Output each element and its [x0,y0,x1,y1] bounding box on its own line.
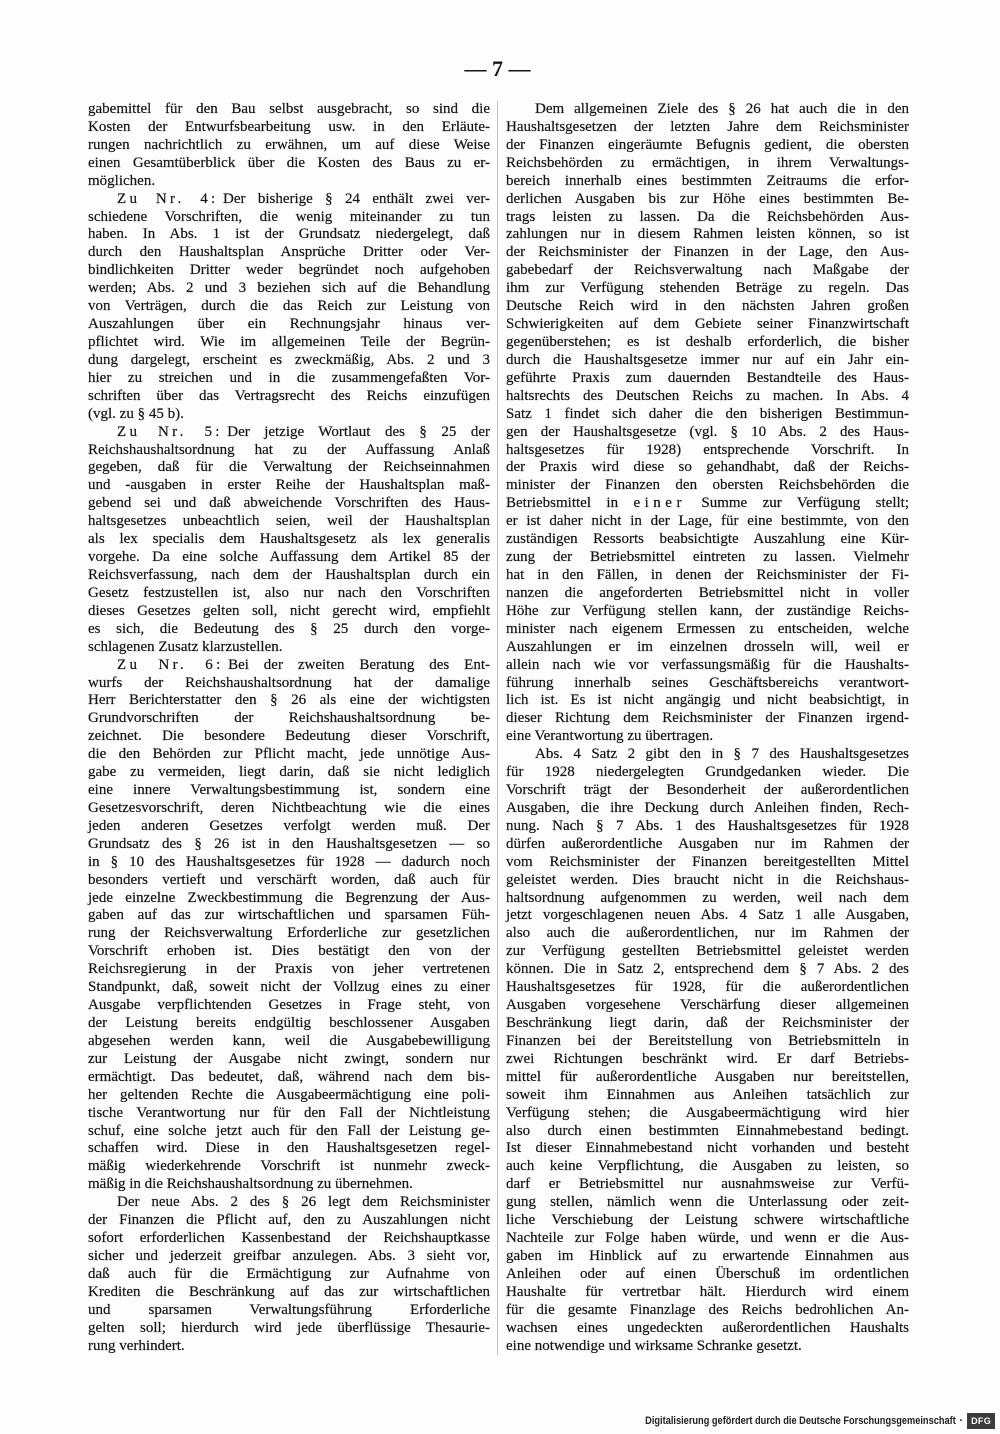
text-line: nung. Nach § 7 Abs. 1 des Haushaltsgesetzes für 1928 [506,817,909,834]
text-line: lich ist. Es ist nicht angängig und nicht beabsichtigt, in [506,692,909,709]
text-line: durch die Haushaltsgesetze immer nur auf ein Jahr ein- [506,351,909,368]
paragraph [506,101,909,746]
text-line: für 1928 niedergelegten Grundgedanken wieder. Die [506,764,909,781]
text-line: Kosten der Entwurfsbearbeitung usw. in den Erläute- [88,118,490,135]
text-line: zur Verfügung gestellten Betriebsmittel geleistet werden [506,943,909,960]
text-line: der Finanzen eingeräumte Befugnis gedient, die obersten [506,136,909,153]
text-line: liche Verschiebung der Leistung schwere wirtschaftliche [506,1212,909,1229]
paragraph-lead: Zu Nr. 4: [117,190,219,207]
text-line: her geltenden Rechte die Ausgabeermächtigung eine poli- [88,1086,490,1103]
text-line [88,191,490,209]
text-line: (vgl. zu § 45 b). [88,405,184,422]
text-line: Krediten die Beschränkung auf das zur wirtschaftlichen [88,1283,490,1300]
text-line: es sich, die Bedeutung des § 25 durch den vorge- [88,620,490,637]
text-line: in § 10 des Haushaltsgesetzes für 1928 — dadurch noch [88,853,490,870]
text-line: vorgehe. Da eine solche Auffassung dem Artikel 85 der [88,549,490,566]
text-line: Reichsbehörden zu ermächtigen, in ihrem Verwaltungs- [506,154,909,171]
text-line: der Reichsminister der Finanzen in der Lage, den Aus- [506,244,909,261]
text-line: schaffen wird. Diese in den Haushaltsgesetzen regel- [88,1140,490,1157]
text-line [506,495,909,513]
text-line: gelten soll; hierdurch wird jede überflüssige Thesaurie- [88,1319,490,1336]
text-line: wurfs der Reichshaushaltsordnung hat der damalige [88,674,490,691]
text-line: tische Verantwortung nur für den Fall der Nichtleistung [88,1104,490,1121]
text-line: Ausgaben, die ihre Deckung durch Anleihen finden, Rech- [506,799,909,816]
text-line: jeden anderen Gesetzes verfolgt werden muß. Der [88,817,490,834]
paragraph [88,191,490,424]
text-line: dieser Richtung dem Reichsminister der Finanzen irgend- [506,710,909,727]
text-line: gabemittel für den Bau selbst ausgebracht, so sind die [88,101,490,117]
text-line: werden; Abs. 2 und 3 beziehen sich auf die Behandlung [88,280,490,297]
text-line: trags leisten zu lassen. Da die Reichsbehörden Aus- [506,208,909,225]
text-line: geführte Praxis zum dauernden Bestandteile des Haus- [506,369,909,386]
text-line: eine Verantwortung zu übertragen. [506,728,714,745]
text-line: schiedene Vorschriften, die wenig miteinander zu tun [88,208,490,225]
emphasized-word: einer [633,495,686,512]
text-line-content: Der jetzige Wortlaut des § 25 der [227,423,491,440]
paragraph-lead: Zu Nr. 5: [117,423,223,440]
paragraph [88,657,490,1195]
text-line: ihm zur Verfügung stehenden Beträge zu regeln. Das [506,280,909,297]
text-line: hat in den Fällen, in denen der Reichsminister der Fi- [506,566,909,583]
text-line: können. Die in Satz 2, entsprechend dem § 7 Abs. 2 des [506,961,909,978]
digitization-footer [586,1413,995,1429]
text-line: abgesehen werden kann, weil die Ausgabebewilligung [88,1032,490,1049]
text-line: haben. In Abs. 1 ist der Grundsatz niedergelegt, daß [88,226,490,243]
paragraph-lead: Zu Nr. 6: [117,656,224,673]
text-line: gabe zu vermeiden, liegt darin, daß sie nicht lediglich [88,764,490,781]
text-line: dung dargelegt, erscheint es zweckmäßig, Abs. 2 und 3 [88,351,490,368]
text-segment: Betriebsmittel in [506,495,634,512]
text-line: Auszahlungen er im einzelnen drosseln will, weil er [506,638,909,655]
text-line: rung verhindert. [88,1337,185,1354]
text-line: Reichsregierung in der Praxis von jeher vertretenen [88,961,490,978]
paragraph [88,1194,490,1355]
text-line: eine innere Verwaltungsbestimmung ist, sondern eine [88,782,490,799]
text-line: als lex specialis dem Haushaltsgesetz als lex generalis [88,531,490,548]
text-line: Anleihen oder auf einen Überschuß im ordentlichen [506,1265,909,1282]
text-line: gebend sei und daß abweichende Vorschriften des Haus- [88,495,490,512]
text-line: jede einzelne Zweckbestimmung die Begrenzung der Aus- [88,889,490,906]
left-column [88,101,490,1356]
text-line: Vorschrift erhoben ist. Dies bestätigt den von der [88,943,490,960]
text-line: Schwierigkeiten auf dem Gebiete seiner Finanzwirtschaft [506,316,909,333]
text-line: Grundvorschriften der Reichshaushaltsordnung be- [88,710,490,727]
text-line: Haushaltsgesetzen der letzten Jahre dem Reichsminister [506,118,909,135]
text-line: Beschränkung liegt darin, daß der Reichsminister der [506,1015,909,1032]
text-line: dürfen außerordentliche Ausgaben nur im Rahmen der [506,835,909,852]
text-line: Grundsatz des § 26 ist in den Haushaltsgesetzen — so [88,835,490,852]
text-line: vom Reichsminister der Finanzen bereitgestellten Mittel [506,853,909,870]
text-line: hier zu streichen und in die zusammengefaßten Vor- [88,369,490,386]
text-line: Nachteile zur Folge haben würde, und wenn er die Aus- [506,1230,909,1247]
paragraph [88,424,490,657]
column-divider [497,101,498,1355]
text-line: Der neue Abs. 2 des § 26 legt dem Reichsminister [117,1194,490,1211]
text-line: Haushaltsgesetzes für 1928, für die außerordentlichen [506,979,909,996]
text-line: rungen nachrichtlich zu erwähnen, um auf diese Weise [88,136,490,153]
text-line: haltsrechts des Deutschen Reichs zu machen. In Abs. 4 [506,387,909,404]
text-line: der Praxis wird diese so gehandhabt, daß der Reichs- [506,459,909,476]
text-line: haltsgesetzes unbeachtlich seien, weil der Haushaltsplan [88,513,490,530]
text-line: daß auch für die Ermächtigung zur Aufnahme von [88,1265,490,1282]
text-line: schuf, eine solche jetzt auch für den Fall der Leistung ge- [88,1122,490,1139]
text-line: dieses Gesetzes gelten soll, nicht gerecht wird, empfiehlt [88,602,490,619]
text-line: also auch die außerordentlichen, nur im Rahmen der [506,925,909,942]
text-line: jetzt vorgeschlagenen neuen Abs. 4 Satz 1 alle Ausgaben, [506,907,909,924]
text-line: Verfügung stehen; die Ausgabeermächtigung wird hier [506,1104,909,1121]
text-line: Satz 1 findet sich daher die den bisherigen Bestimmun- [506,405,909,422]
text-line: Gesetzesvorschrift, deren Nichtbeachtung wie die eines [88,799,490,816]
text-line: Reichshaushaltsordnung hat zu der Auffassung Anlaß [88,441,490,458]
text-line: gabebedarf der Reichsverwaltung nach Maßgabe der [506,262,909,279]
paragraph [506,746,909,1355]
text-line: schlagenen Zusatz klarzustellen. [88,638,283,655]
text-line [88,424,490,442]
text-line: mittel für außerordentliche Ausgaben nur bereitstellen, [506,1068,909,1085]
text-line: einen Gesamtüberblick über die Kosten des Baus zu er- [88,154,490,171]
text-line: der Leistung bereits endgültig beschlossener Ausgaben [88,1015,490,1032]
right-column [506,101,909,1356]
text-line: zeichnet. Die besondere Bedeutung dieser Vorschrift, [88,728,490,745]
text-line: Ausgabe verpflichtenden Gesetzes in Frage steht, von [88,997,490,1014]
text-line: Finanzen bei der Bereitstellung von Betriebsmitteln in [506,1032,909,1049]
text-line: durch den Haushaltsplan Ansprüche Dritter oder Ver- [88,244,490,261]
text-line: Deutsche Reich wird in den nächsten Jahren großen [506,298,909,315]
text-line: er ist daher nicht in der Lage, für eine bestimmte, von den [506,513,909,530]
text-line: eine notwendige und wirksame Schranke gesetzt. [506,1337,802,1354]
text-line: Dem allgemeinen Ziele des § 26 hat auch die in den [535,101,909,117]
text-line: minister der Finanzen den obersten Reichsbehörden die [506,477,909,494]
text-line: sofort erforderlichen Kassenbestand der Reichshauptkasse [88,1230,490,1247]
text-line: Herr Berichterstatter den § 26 als eine der wichtigsten [88,692,490,709]
text-line: mäßig in die Reichshaushaltsordnung zu übernehmen. [88,1176,413,1193]
text-line: bindlichkeiten Dritter weder begründet noch aufgehoben [88,262,490,279]
text-line: zahlungen nur in diesem Rahmen leisten können, so ist [506,226,909,243]
text-line: zung der Betriebsmittel eintreten zu lassen. Vielmehr [506,549,909,566]
text-line: Ist dieser Einnahmebestand nicht vorhanden und besteht [506,1140,909,1157]
text-line: zwei Richtungen beschränkt wird. Er darf Betriebs- [506,1050,909,1067]
dfg-logo: DFG [967,1413,995,1429]
text-line: Vorschrift trägt der Besonderheit der außerordentlichen [506,782,909,799]
text-line: gaben auf das zur wirtschaftlichen und sparsamen Füh- [88,907,490,924]
text-line: besonders vertieft und verschärft worden, daß auch für [88,871,490,888]
text-line: Gesetz festzustellen ist, also nur nach den Vorschriften [88,584,490,601]
text-line: allein nach wie vor verfassungsmäßig für die Haushalts- [506,656,909,673]
text-line: zur Leistung der Ausgabe nicht zwingt, sondern nur [88,1050,490,1067]
text-line: gegenüberstehen; es ist deshalb erforderlich, die bisher [506,333,909,350]
text-line: nanzen die angeforderten Betriebsmittel nicht in voller [506,584,909,601]
text-line-content: Bei der zweiten Beratung des Ent- [228,656,490,673]
text-line: gegeben, daß für die Verwaltung der Reichseinnahmen [88,459,490,476]
text-line: rung der Reichsverwaltung Erforderliche zur gesetzlichen [88,925,490,942]
text-line: zuständigen Ressorts beabsichtigte Auszahlung eine Kür- [506,531,909,548]
text-line: und -ausgaben in erster Reihe der Haushaltsplan maß- [88,477,490,494]
text-line: ermächtigt. Das bedeutet, daß, während nach dem bis- [88,1068,490,1085]
text-line: von Verträgen, durch die das Reich zur Leistung von [88,298,490,315]
text-line: also durch einen bestimmten Einnahmebestand bedingt. [506,1122,909,1139]
text-line-content: Der bisherige § 24 enthält zwei ver- [222,190,491,207]
text-line: gung stellen, nämlich wenn die Unterlassung oder zeit- [506,1194,909,1211]
text-line: der Finanzen die Pflicht auf, den zu Auszahlungen nicht [88,1212,490,1229]
text-line: minister nach eigenem Ermessen zu entscheiden, welche [506,620,909,637]
text-line: derlichen Ausgaben bis zur Höhe eines bestimmten Be- [506,190,909,207]
text-line: sicher und jederzeit greifbar anzulegen. Abs. 3 sieht vor, [88,1248,490,1264]
text-line: bereich innerhalb eines bestimmten Zeitraums die erfor- [506,172,909,189]
text-line: Haushalte für vertretbar hält. Hierdurch wird einem [506,1283,909,1300]
text-line: Standpunkt, daß, soweit nicht der Vollzug eines zu einer [88,979,490,996]
text-line: pflichtet wird. Wie im allgemeinen Teile der Begrün- [88,333,490,350]
text-line: darf er Betriebsmittel nur ausnahmsweise zur Verfü- [506,1176,909,1193]
text-line: Abs. 4 Satz 2 gibt den in § 7 des Haushaltsgesetzes [535,746,909,763]
text-line: haltsgesetzes für 1928) entsprechende Vorschrift. In [506,441,909,458]
text-line: wachsen eines ungedeckten außerordentlichen Haushalts [506,1319,909,1336]
text-line: für die gesamte Finanzlage des Reichs bedrohlichen An- [506,1301,909,1318]
text-line: die den Behörden zur Pflicht macht, jede unnötige Aus- [88,746,490,763]
paragraph [88,101,490,191]
text-line: haltsordnung aufgenommen zu werden, weil nach dem [506,889,909,906]
text-line: auch keine Verpflichtung, die Ausgaben zu leisten, so [506,1158,909,1175]
footer-separator: · [959,1415,964,1427]
text-line: Auszahlungen über ein Rechnungsjahr hinaus ver- [88,316,490,333]
text-line: führung innerhalb seines Geschäftsbereichs verantwort- [506,674,909,691]
text-line: Höhe zur Verfügung stellen kann, der zuständige Reichs- [506,602,909,619]
text-line: möglichen. [88,172,156,189]
text-line [88,657,490,675]
text-line: gaben im Hinblick auf zu erwartende Einnahmen aus [506,1248,909,1264]
page-number: — 7 — [464,56,531,81]
text-line: gen der Haushaltsgesetze (vgl. § 10 Abs. 2 des Haus- [506,423,909,440]
text-line: schriften über das Vertragsrecht des Reichs einzufügen [88,387,490,404]
text-line: mäßig wiederkehrende Vorschrift ist nunmehr zweck- [88,1158,490,1175]
digitization-credit: Digitalisierung gefördert durch die Deutsche Forschungsgemeinschaft [644,1415,956,1427]
text-line: und sparsamen Verwaltungsführung Erforderliche [88,1301,490,1318]
text-line: geleistet werden. Dies braucht nicht in die Reichshaus- [506,871,909,888]
text-line: Reichsverfassung, nach dem der Haushaltsplan durch ein [88,566,490,583]
text-line: Ausgaben vorgesehene Verschärfung dieser allgemeinen [506,997,909,1014]
text-line: soweit ihm Einnahmen aus Anleihen tatsächlich zur [506,1086,909,1103]
text-segment: Summe zur Verfügung stellt; [685,495,909,512]
